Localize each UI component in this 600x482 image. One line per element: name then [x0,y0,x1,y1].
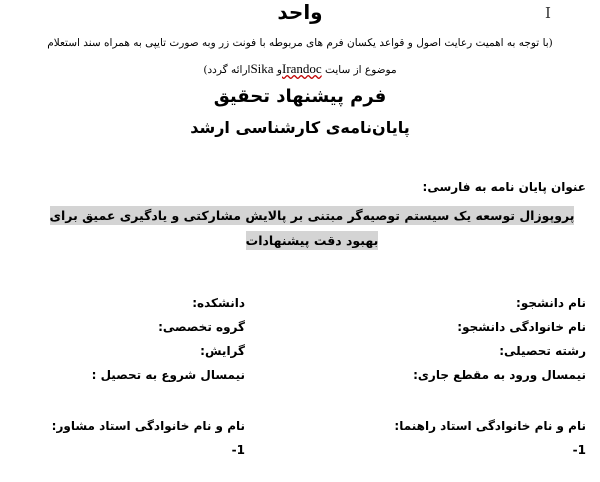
thesis-title-label: عنوان پایان نامه به فارسی: [422,180,586,194]
note-site-sika: Sika [250,61,274,76]
advisor-list-item: -1 [231,443,245,457]
supervisor-list-item: -1 [572,443,586,457]
instruction-note-line2 [0,61,600,77]
student-family-label: نام خانوادگی دانشجو: [457,320,586,334]
text-cursor-icon: I [545,4,551,22]
thesis-title-value[interactable]: پروپوزال توسعه یک سیستم توصیه‌گر مبتنی بر پالایش مشارکتی و یادگیری عمیق برای بهبود دقت پیشنهادات [49,208,575,248]
note-site-irandoc: Irandoc [282,61,322,76]
entry-semester-label: نیمسال ورود به مقطع جاری: [413,368,586,382]
note-prefix: موضوع از سایت [321,64,397,76]
note-suffix: ارائه گردد) [203,64,251,76]
department-label: گروه تخصصی: [158,320,245,334]
student-name-label: نام دانشجو: [516,296,586,310]
start-semester-label: نیمسال شروع به تحصیل : [91,368,245,382]
major-label: رشته تحصیلی: [499,344,586,358]
orientation-label: گرایش: [200,344,245,358]
thesis-title-block [38,203,586,253]
instruction-note-line1: (با توجه به اهمیت رعایت اصول و قواعد یکسان فرم های مربوطه با فونت زر وبه صورت تایپی به همراه سند استعلام [47,37,553,49]
note-conjunction: و [273,64,282,76]
form-title: فرم پیشنهاد تحقیق [213,86,387,107]
faculty-label: دانشکده: [192,296,245,310]
supervisor-label: نام و نام خانوادگی استاد راهنما: [394,419,586,433]
form-subtitle: پایان‌نامه‌ی کارشناسی ارشد [190,118,410,137]
advisor-label: نام و نام خانوادگی استاد مشاور: [51,419,245,433]
unit-title: واحد [277,0,323,24]
